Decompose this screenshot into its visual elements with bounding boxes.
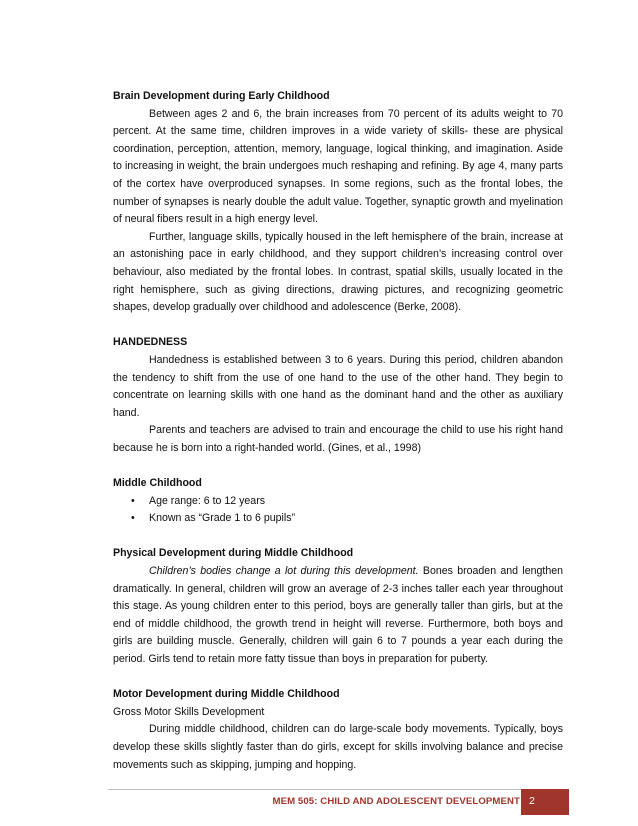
bullet-list xyxy=(113,493,563,528)
paragraph: During middle childhood, children can do large-scale body movements. Typically, boys develop these skills slightly faster than do girls, except for skills involving balance and precise movements such as skipping, jumping and hopping. xyxy=(113,723,563,771)
bullet-icon: • xyxy=(131,494,135,507)
paragraph: Between ages 2 and 6, the brain increases from 70 percent of its adults weight to 70 percent. At the same time, children improves in a wide variety of skills- these are physical coordination, perception, attention, memory, language, logical thinking, and imagination. Aside to increasing in weight, the brain undergoes much reshaping and refining. By age 4, many parts of the cortex have overproduced synapses. In some regions, such as the frontal lobes, the number of synapses is nearly double the adult value. Together, synaptic growth and myelination of neural fibers result in a high energy level. xyxy=(113,107,563,226)
bullet-icon: • xyxy=(131,512,135,525)
list-item xyxy=(113,493,563,511)
italic-lead-sentence: Children’s bodies change a lot during this development. xyxy=(149,565,419,578)
subheading: Gross Motor Skills Development xyxy=(113,705,265,718)
section-heading-middle-childhood: Middle Childhood xyxy=(113,477,202,490)
section-heading-physical: Physical Development during Middle Childhood xyxy=(113,547,354,560)
section-heading-handedness: HANDEDNESS xyxy=(113,336,188,349)
paragraph: Handedness is established between 3 to 6 years. During this period, children abandon the tendency to shift from the use of one hand to the use of the other hand. They begin to concentrate on learning skills with one hand as the dominant hand and the other as auxiliary hand. xyxy=(113,353,563,419)
footer-course-title: MEM 505: CHILD AND ADOLESCENT DEVELOPMENT xyxy=(272,796,520,807)
paragraph: Parents and teachers are advised to train and encourage the child to use his right hand because he is born into a right-handed world. (Gines, et al., 1998) xyxy=(113,424,563,454)
section-heading-brain: Brain Development during Early Childhood xyxy=(113,90,330,102)
document-body xyxy=(113,88,563,774)
footer-divider xyxy=(108,789,569,790)
section-heading-motor: Motor Development during Middle Childhood xyxy=(113,688,340,701)
paragraph-rest: Bones broaden and lengthen dramatically. In general, children will grow an average of 2-3 inches taller each year throughout this stage. As young children enter to this period, boys are generally taller than girls, but at the end of middle childhood, the growth trend in height will reverse. Furthermore, both boys and girls are building muscle. Generally, children will gain 6 to 7 pounds a year each during the period. Girls tend to retain more fatty tissue than boys in preparation for puberty. xyxy=(113,565,563,665)
paragraph xyxy=(113,563,563,669)
page-number: 2 xyxy=(529,795,535,807)
paragraph: Further, language skills, typically housed in the left hemisphere of the brain, increase at an astonishing pace in early childhood, and they support children’s increasing control over behaviour, also mediated by the frontal lobes. In contrast, spatial skills, usually located in the right hemisphere, such as giving directions, drawing pictures, and recognizing geometric shapes, develop gradually over childhood and adolescence (Berke, 2008). xyxy=(113,230,563,314)
list-item xyxy=(113,510,563,528)
list-item-text: Age range: 6 to 12 years xyxy=(149,494,266,507)
list-item-text: Known as “Grade 1 to 6 pupils” xyxy=(149,512,296,525)
